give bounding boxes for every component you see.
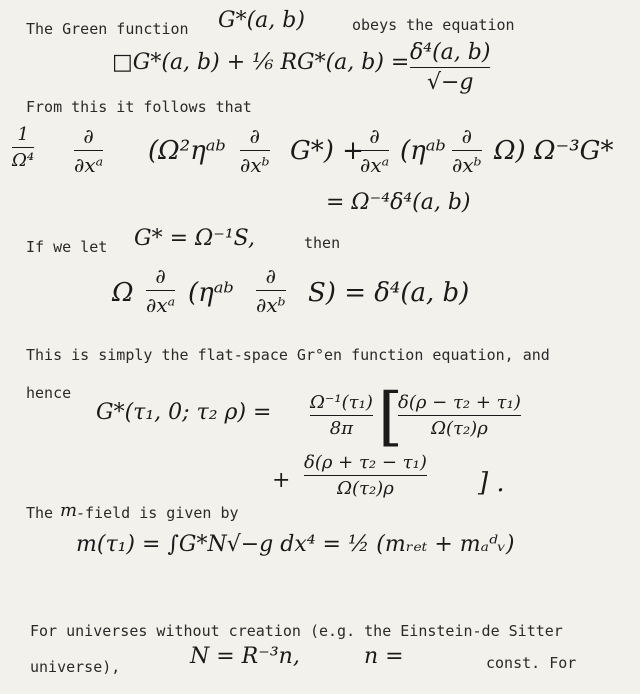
typed-line-6a: The xyxy=(26,504,54,522)
fraction-bar xyxy=(360,150,389,151)
derivative-numerator: ∂ xyxy=(249,124,260,148)
derivative-numerator: ∂ xyxy=(155,264,166,288)
green-function-symbol: G*(a, b) xyxy=(218,8,305,33)
fraction-bar xyxy=(146,290,175,291)
equation-5: m(τ₁) = ∫G*N√−g dx⁴ = ½ (mᵣₑₜ + mₐᵈᵥ) xyxy=(76,532,515,557)
derivative-numerator: ∂ xyxy=(265,264,276,288)
typed-line-5: hence xyxy=(26,384,72,402)
derivative-denominator: ∂xᵇ xyxy=(240,153,270,177)
equation-2-derivative-1 xyxy=(74,124,103,177)
derivative-denominator: ∂xᵃ xyxy=(74,153,104,177)
typed-line-3a: If we let xyxy=(26,238,108,256)
term-2-numerator: δ(ρ + τ₂ − τ₁) xyxy=(304,452,427,473)
fraction-bar xyxy=(310,415,373,416)
equation-1-lhs: □G*(a, b) + ⅙ RG*(a, b) = xyxy=(112,50,410,75)
typed-line-4: This is simply the flat-space Gr°en function equation, and xyxy=(26,346,550,364)
equation-4-lhs: G*(τ₁, 0; τ₂ ρ) = xyxy=(96,400,272,425)
coefficient-numerator: Ω⁻¹(τ₁) xyxy=(310,392,373,413)
typed-line-2: From this it follows that xyxy=(26,98,252,116)
term-2-denominator: Ω(τ₂)ρ xyxy=(337,478,394,499)
equation-3-derivative-2 xyxy=(256,264,286,317)
equation-2-eta: (ηᵃᵇ xyxy=(400,136,446,166)
term-1-numerator: δ(ρ − τ₂ + τ₁) xyxy=(398,392,521,413)
equation-3-eta: (ηᵃᵇ xyxy=(188,278,234,308)
equation-4-coefficient xyxy=(310,392,373,439)
equation-3-tail: S) = δ⁴(a, b) xyxy=(308,278,470,308)
typed-line-1b: obeys the equation xyxy=(352,16,515,34)
fraction-bar xyxy=(240,150,270,151)
prefactor-denominator: Ω⁴ xyxy=(12,150,35,171)
derivative-denominator: ∂xᵃ xyxy=(360,153,390,177)
fraction-bar xyxy=(256,290,286,291)
prefactor-numerator: 1 xyxy=(17,124,29,145)
derivative-numerator: ∂ xyxy=(461,124,472,148)
derivative-denominator: ∂xᵃ xyxy=(146,293,176,317)
equation-2-green: G*) + xyxy=(290,136,364,166)
equation-2-derivative-4 xyxy=(452,124,482,177)
equation-1-numerator: δ⁴(a, b) xyxy=(410,40,491,65)
equation-4-end: ] . xyxy=(478,468,505,498)
m-symbol: m xyxy=(60,500,78,521)
typed-line-8b: const. For xyxy=(486,654,577,672)
equation-2-derivative-2 xyxy=(240,124,270,177)
derivative-numerator: ∂ xyxy=(369,124,380,148)
derivative-numerator: ∂ xyxy=(83,124,94,148)
open-bracket: [ xyxy=(378,380,403,454)
term-1-denominator: Ω(τ₂)ρ xyxy=(431,418,488,439)
fraction-bar xyxy=(398,415,521,416)
let-expression: G* = Ω⁻¹S, xyxy=(134,226,255,251)
typed-line-3b: then xyxy=(304,234,341,252)
equation-2-prefactor xyxy=(12,124,34,171)
equation-4-term-1 xyxy=(398,392,521,439)
equation-1-fraction xyxy=(410,40,490,95)
derivative-denominator: ∂xᵇ xyxy=(452,153,482,177)
equation-3-derivative-1 xyxy=(146,264,175,317)
equation-4-plus: + xyxy=(272,468,291,493)
typed-line-8a: universe), xyxy=(30,658,121,676)
fraction-bar xyxy=(12,147,34,148)
typed-line-1a: The Green function xyxy=(26,20,189,38)
coefficient-denominator: 8π xyxy=(329,418,354,439)
equation-6a: N = R⁻³n, xyxy=(190,644,300,669)
equation-6b: n = xyxy=(364,644,404,669)
equation-2-rhs: = Ω⁻⁴δ⁴(a, b) xyxy=(326,190,471,215)
equation-1-denominator: √−g xyxy=(426,70,474,95)
fraction-bar xyxy=(304,475,427,476)
typed-line-6b: -field is given by xyxy=(76,504,239,522)
equation-2-tail: Ω) Ω⁻³G* xyxy=(494,136,614,166)
derivative-denominator: ∂xᵇ xyxy=(256,293,286,317)
equation-2-derivative-3 xyxy=(360,124,389,177)
fraction-bar xyxy=(74,150,103,151)
equation-4-term-2 xyxy=(304,452,427,499)
equation-3-omega: Ω xyxy=(112,278,134,308)
equation-2-middle: (Ω²ηᵃᵇ xyxy=(148,136,226,166)
fraction-bar xyxy=(452,150,482,151)
typed-line-7: For universes without creation (e.g. the Einstein-de Sitter xyxy=(30,622,563,640)
fraction-bar xyxy=(410,67,490,68)
